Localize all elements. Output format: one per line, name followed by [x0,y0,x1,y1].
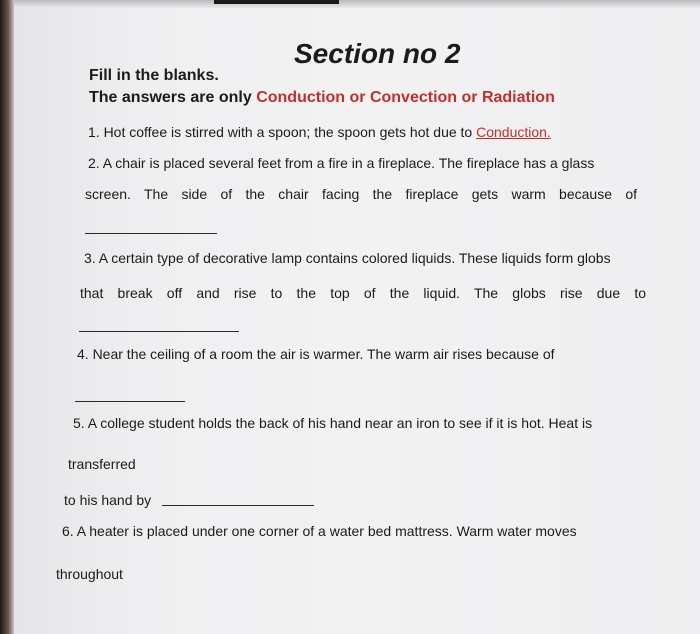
answers-note-options: Conduction or Convection or Radiation [256,89,555,106]
question-6-line-2: throughout [56,566,123,582]
top-dark-bar [214,0,339,4]
question-4-line-1: 4. Near the ceiling of a room the air is warmer. The warm air rises because of [77,346,555,362]
top-stripe [14,0,700,8]
question-3-line-2: that break off and rise to the top of the liquid. The globs rise due to [80,285,646,301]
question-4-answer-blank[interactable] [75,401,185,402]
question-1-text: 1. Hot coffee is stirred with a spoon; the spoon gets hot due to [88,124,477,140]
question-5-line-2: transferred [68,456,136,472]
question-1 [88,124,551,140]
question-3-line-1: 3. A certain type of decorative lamp contains colored liquids. These liquids form globs [84,250,611,266]
answers-note [89,89,555,107]
question-1-answer: Conduction. [476,124,551,140]
question-2-answer-blank[interactable] [85,233,217,234]
question-5-line-1: 5. A college student holds the back of his hand near an iron to see if it is hot. Heat is [73,415,593,431]
instruction-text: Fill in the blanks. [89,67,219,84]
question-6-line-1: 6. A heater is placed under one corner of a water bed mattress. Warm water moves [62,523,577,539]
answers-note-prefix: The answers are only [89,89,257,106]
photo-left-edge [0,0,14,634]
question-2-line-1: 2. A chair is placed several feet from a fire in a fireplace. The fireplace has a glass [88,155,595,171]
question-5-line-3: to his hand by [64,492,152,508]
question-5-answer-blank[interactable] [162,505,314,506]
question-2-line-2: screen. The side of the chair facing the fireplace gets warm because of [85,186,637,202]
worksheet-page [14,0,700,634]
question-3-answer-blank[interactable] [79,331,239,332]
section-title: Section no 2 [294,38,461,69]
